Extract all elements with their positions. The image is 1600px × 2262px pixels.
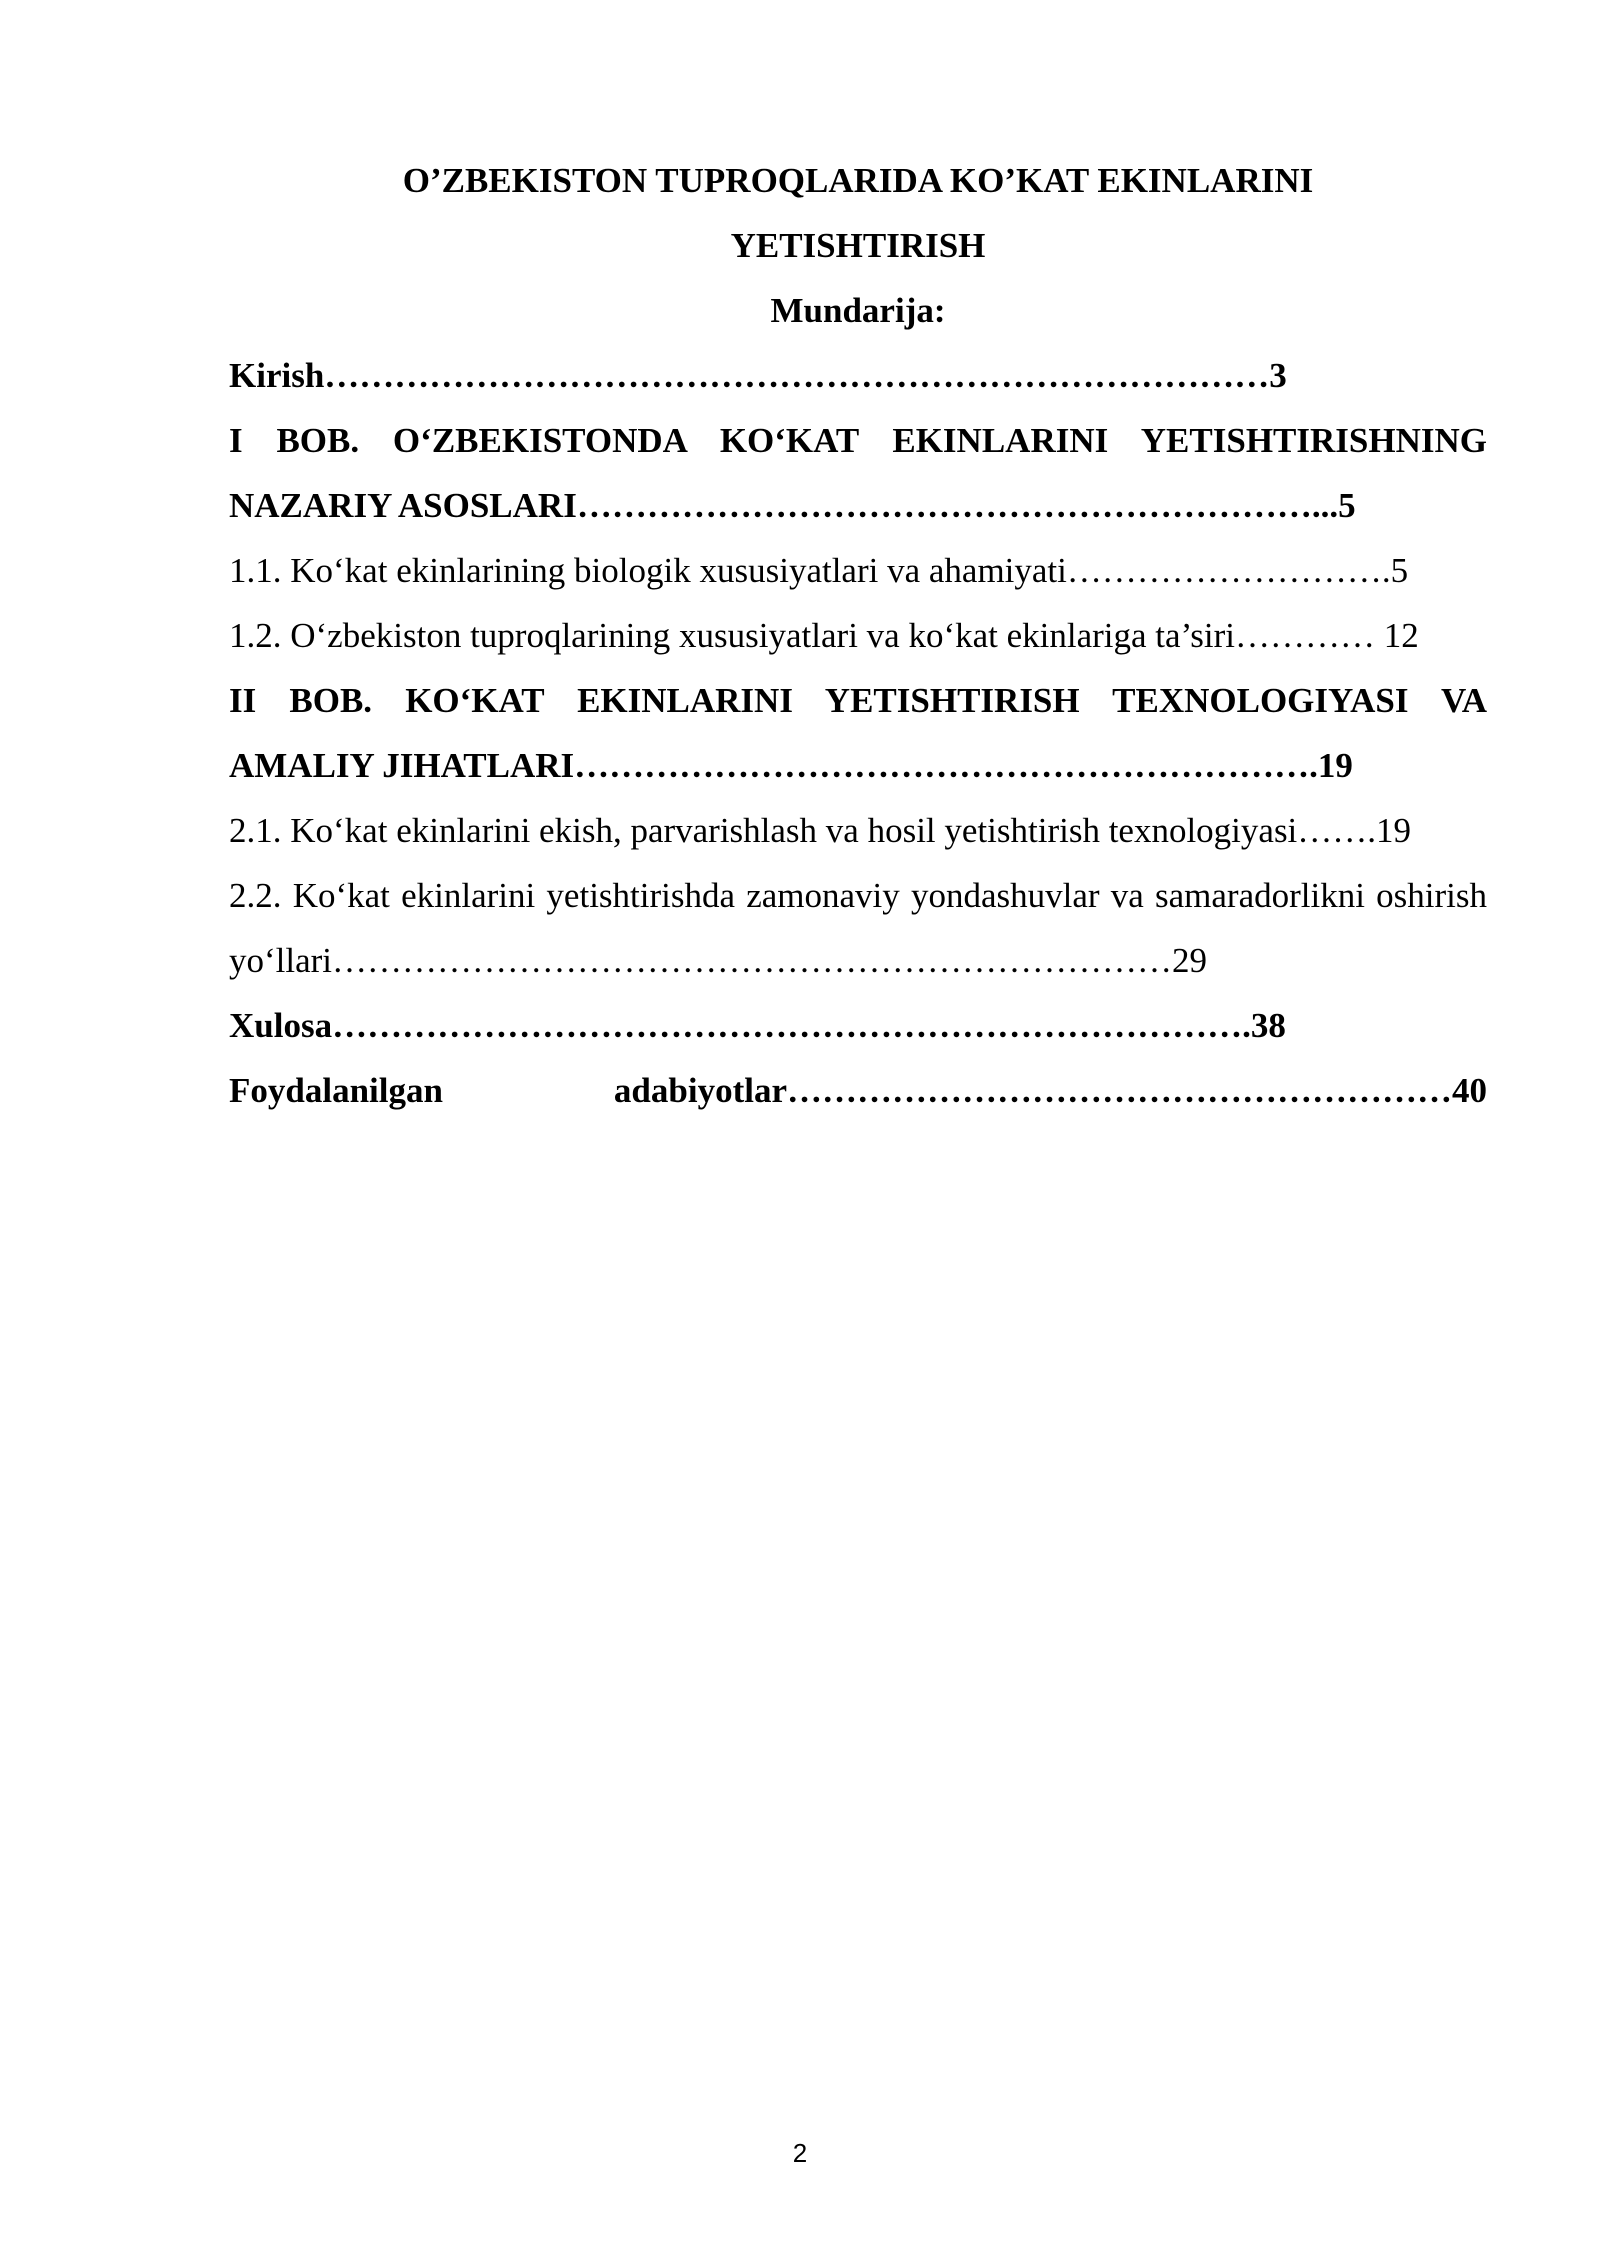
document-title	[229, 148, 1487, 278]
toc-entry-chapter-1: I BOB. O‘ZBEKISTONDA KO‘KAT EKINLARINI YETISHTIRISHNING NAZARIY ASOSLARI………………………………………………………...5	[229, 421, 1487, 525]
document-title-line-2: YETISHTIRISH	[730, 226, 986, 265]
toc-entry-chapter-2: II BOB. KO‘KAT EKINLARINI YETISHTIRISH TEXNOLOGIYASI VA AMALIY JIHATLARI……………………………………………………….19	[229, 681, 1487, 785]
toc-entry-section-1-1: 1.1. Ko‘kat ekinlarining biologik xususiyatlari va ahamiyati……………………….5	[229, 551, 1409, 590]
toc-entry-references: Foydalanilgan adabiyotlar…………………………………………………40	[229, 1071, 1487, 1110]
toc-entry-section-1-2: 1.2. O‘zbekiston tuproqlarining xususiyatlari va ko‘kat ekinlariga ta’siri………… 12	[229, 616, 1419, 655]
document-title-line-1: O’ZBEKISTON TUPROQLARIDA KO’KAT EKINLARINI	[402, 161, 1314, 200]
page-number: 2	[792, 2138, 808, 2168]
toc-entry-introduction: Kirish………………………………………………………………………3	[229, 356, 1287, 395]
toc-entry-conclusion: Xulosa…………………………………………………………………….38	[229, 1006, 1286, 1045]
toc-entry-section-2-2: 2.2. Ko‘kat ekinlarini yetishtirishda zamonaviy yondashuvlar va samaradorlikni oshirish yo‘llari………………………………………………………………29	[229, 876, 1487, 980]
toc-entry-section-2-1: 2.1. Ko‘kat ekinlarini ekish, parvarishlash va hosil yetishtirish texnologiyasi…….19	[229, 811, 1412, 850]
toc-heading: Mundarija:	[770, 291, 946, 330]
page-content	[229, 148, 1487, 1123]
table-of-contents	[229, 343, 1487, 1123]
